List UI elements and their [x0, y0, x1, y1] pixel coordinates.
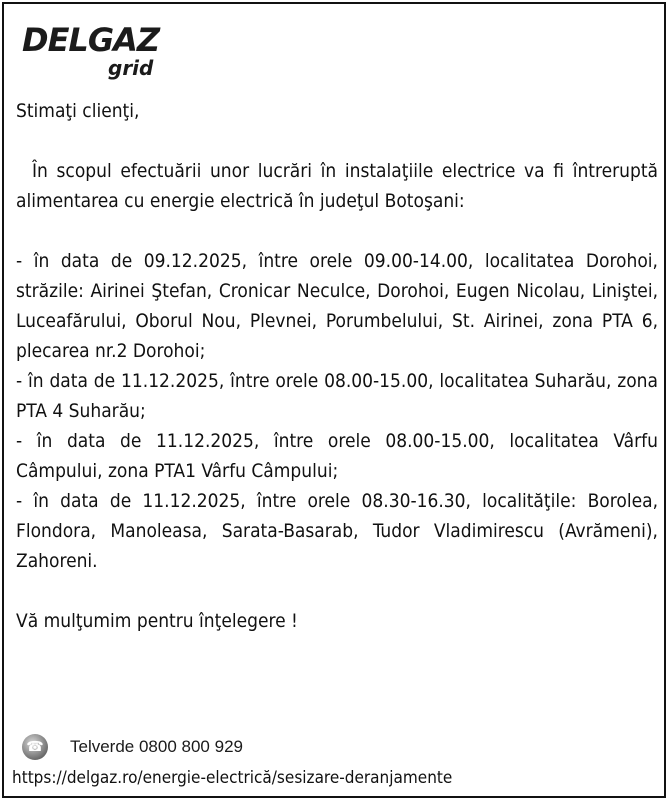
- greeting: Stimaţi clienţi,: [16, 100, 140, 122]
- outage-item: - în data de 11.12.2025, între orele 08.30-16.30, localităţile: Borolea, Flondora, Manoleasa, Sarata-Basarab, Tudor Vladimirescu (Avrămeni), Zahoreni.: [16, 490, 658, 572]
- outage-item: - în data de 09.12.2025, între orele 09.00-14.00, localitatea Dorohoi, străzile: Airinei Ştefan, Cronicar Neculce, Dorohoi, Eugen Nicolau, Liniştei, Luceafărului, Oborul Nou, Plevnei, Porumbelului, St. Airinei, zona PTA 6, plecarea nr.2 Dorohoi;: [16, 250, 658, 362]
- letter-body: [16, 96, 658, 636]
- outage-item: - în data de 11.12.2025, între orele 08.00-15.00, localitatea Vârfu Câmpului, zona PTA1 Vârfu Câmpului;: [16, 430, 658, 482]
- hotline-text: Telverde 0800 800 929: [70, 737, 243, 756]
- phone-icon: ☎: [22, 734, 48, 760]
- notice-frame: [2, 2, 666, 798]
- closing-line: Vă mulţumim pentru înţelegere !: [16, 610, 298, 632]
- logo-subbrand: grid: [108, 56, 154, 80]
- contact-line: [22, 732, 243, 762]
- delgaz-grid-logo: [22, 20, 172, 82]
- outage-item: - în data de 11.12.2025, între orele 08.00-15.00, localitatea Suharău, zona PTA 4 Suharău;: [16, 370, 658, 422]
- report-url[interactable]: https://delgaz.ro/energie-electrică/sesizare-deranjamente: [12, 768, 453, 788]
- logo-brand: DELGAZ: [22, 21, 160, 59]
- intro-paragraph: În scopul efectuării unor lucrări în instalaţiile electrice va fi întreruptă alimentarea cu energie electrică în judeţul Botoşani:: [16, 160, 658, 212]
